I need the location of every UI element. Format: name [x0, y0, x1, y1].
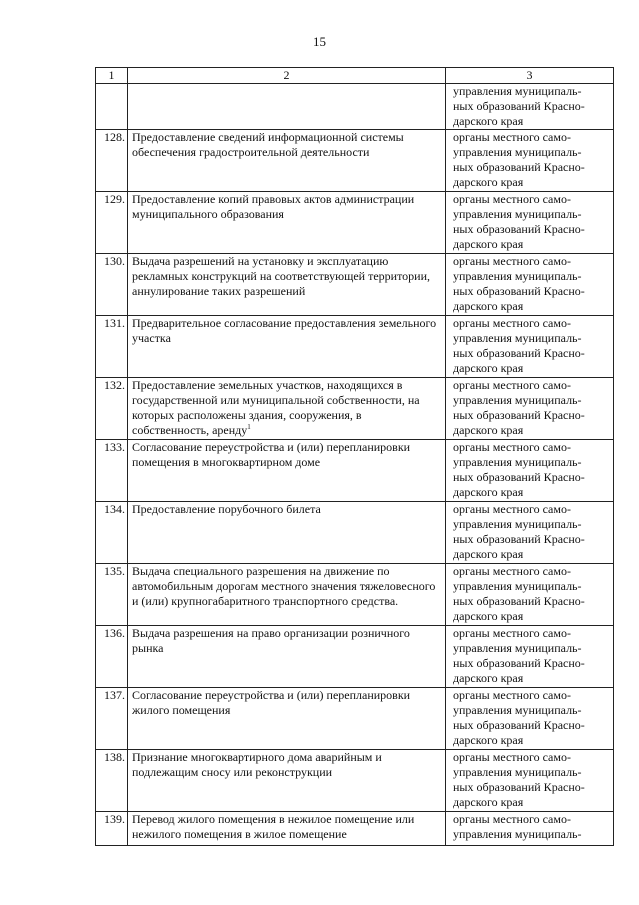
- column-header-service: 2: [128, 68, 446, 84]
- row-number: 136.: [96, 626, 128, 688]
- row-authority: органы местного само- управления муниципаль- ных образований Красно- дарского края: [446, 502, 614, 564]
- row-service-text: Предоставление земельных участков, находящихся в государственной или муниципальной собственности, на которых расположены здания, сооружения, в собственность, аренду: [132, 378, 420, 437]
- table-row: [96, 812, 614, 846]
- row-service: [128, 564, 446, 626]
- table-header-row: [96, 68, 614, 84]
- row-service-text: Выдача специального разрешения на движение по автомобильным дорогам местного значения тяжеловесного и (или) крупногабаритного транспортного средства.: [132, 564, 436, 608]
- table-row: [96, 316, 614, 378]
- row-service: [128, 440, 446, 502]
- table-row: [96, 626, 614, 688]
- row-number: 133.: [96, 440, 128, 502]
- row-authority: органы местного само- управления муниципаль- ных образований Красно- дарского края: [446, 130, 614, 192]
- row-authority: органы местного само- управления муниципаль- ных образований Красно- дарского края: [446, 626, 614, 688]
- footnote-marker: 1: [247, 423, 251, 431]
- row-service-text: Предоставление сведений информационной системы обеспечения градостроительной деятельности: [132, 130, 404, 159]
- row-service: [128, 316, 446, 378]
- row-service: [128, 192, 446, 254]
- table-row-continuation: [96, 84, 614, 130]
- row-number: 135.: [96, 564, 128, 626]
- row-authority: органы местного само- управления муниципаль- ных образований Красно- дарского края: [446, 192, 614, 254]
- row-number: 131.: [96, 316, 128, 378]
- row-authority: органы местного само- управления муниципаль- ных образований Красно- дарского края: [446, 750, 614, 812]
- row-number: 134.: [96, 502, 128, 564]
- table-row: [96, 564, 614, 626]
- row-authority: органы местного само- управления муниципаль- ных образований Красно- дарского края: [446, 316, 614, 378]
- row-service-text: Признание многоквартирного дома аварийным и подлежащим сносу или реконструкции: [132, 750, 382, 779]
- services-table: [95, 67, 614, 846]
- row-number: 130.: [96, 254, 128, 316]
- row-number: 138.: [96, 750, 128, 812]
- row-service-text: Выдача разрешения на право организации розничного рынка: [132, 626, 410, 655]
- table-row: [96, 378, 614, 440]
- row-service: [128, 254, 446, 316]
- row-authority: органы местного само- управления муниципаль-: [446, 812, 614, 846]
- row-number: 129.: [96, 192, 128, 254]
- row-number: 139.: [96, 812, 128, 846]
- column-header-authority: 3: [446, 68, 614, 84]
- row-authority: органы местного само- управления муниципаль- ных образований Красно- дарского края: [446, 564, 614, 626]
- row-number: 137.: [96, 688, 128, 750]
- row-authority: управления муниципаль- ных образований Красно- дарского края: [446, 84, 614, 130]
- row-authority: органы местного само- управления муниципаль- ных образований Красно- дарского края: [446, 254, 614, 316]
- row-service-text: Согласование переустройства и (или) перепланировки жилого помещения: [132, 688, 411, 717]
- row-authority: органы местного само- управления муниципаль- ных образований Красно- дарского края: [446, 688, 614, 750]
- row-service-text: Предоставление порубочного билета: [132, 502, 321, 516]
- row-service: [128, 378, 446, 440]
- page-number: 15: [313, 34, 326, 49]
- row-service-text: Предварительное согласование предоставления земельного участка: [132, 316, 437, 345]
- row-service: [128, 502, 446, 564]
- row-number: [96, 84, 128, 130]
- table-row: [96, 502, 614, 564]
- row-service-text: Перевод жилого помещения в нежилое помещение или нежилого помещения в жилое помещение: [132, 812, 415, 841]
- table-row: [96, 130, 614, 192]
- row-service-text: Выдача разрешений на установку и эксплуатацию рекламных конструкций на соответствующей территории, аннулирование таких разрешений: [132, 254, 431, 298]
- row-service: [128, 84, 446, 130]
- row-authority: органы местного само- управления муниципаль- ных образований Красно- дарского края: [446, 440, 614, 502]
- row-service-text: Предоставление копий правовых актов администрации муниципального образования: [132, 192, 415, 221]
- row-service: [128, 812, 446, 846]
- table-row: [96, 440, 614, 502]
- row-service-text: Согласование переустройства и (или) перепланировки помещения в многоквартирном доме: [132, 440, 411, 469]
- table-row: [96, 750, 614, 812]
- row-service: [128, 626, 446, 688]
- table-row: [96, 192, 614, 254]
- row-service: [128, 750, 446, 812]
- row-number: 132.: [96, 378, 128, 440]
- row-service: [128, 688, 446, 750]
- column-header-number: 1: [96, 68, 128, 84]
- row-authority: органы местного само- управления муниципаль- ных образований Красно- дарского края: [446, 378, 614, 440]
- row-service: [128, 130, 446, 192]
- table-row: [96, 254, 614, 316]
- row-number: 128.: [96, 130, 128, 192]
- table-row: [96, 688, 614, 750]
